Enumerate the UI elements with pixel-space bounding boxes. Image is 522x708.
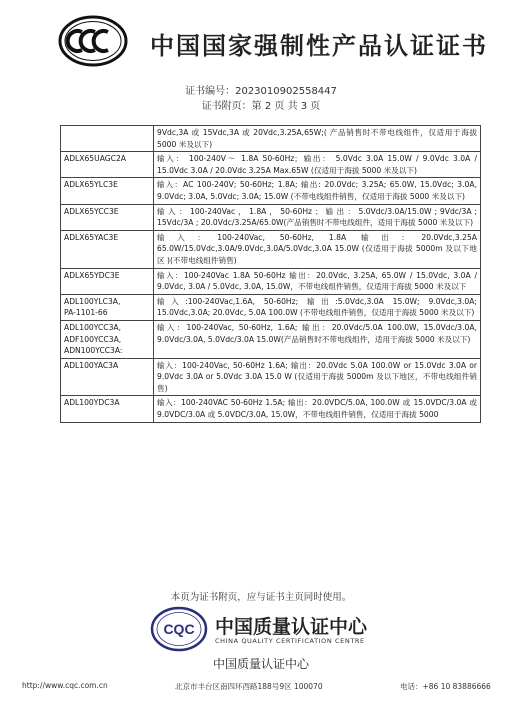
certificate-header <box>0 0 522 80</box>
address: 北京市丰台区南四环西路188号9区 100070 <box>175 682 323 691</box>
spec-cell: 输入:100-240Vac,1.6A, 50-60Hz; 输出:5.0Vdc,3.0A 15.0W; 9.0Vdc,3.0A; 15.0Vdc,3.0A; 20.0Vdc, 5.0A 100.0W (不带电线组件销售，仅适用于海拔 5000 米及以下) <box>154 294 481 320</box>
org-name-bottom: 中国质量认证中心 <box>212 657 309 671</box>
certificate-number: 2023010902558447 <box>235 86 337 97</box>
table-row <box>61 178 481 204</box>
table-row <box>61 294 481 320</box>
model-cell: ADLX65UAGC2A <box>61 152 154 178</box>
spec-cell: 输入：AC 100-240V; 50-60Hz; 1.8A; 输出: 20.0Vdc; 3.25A; 65.0W, 15.0Vdc; 3.0A, 9.0Vdc; 3.0A, 5.0Vdc; 3.0A; 15.0W (不带电线组件销售，仅适用于海拔 5000 米及以下) <box>154 178 481 204</box>
table-row <box>61 230 481 268</box>
table-row <box>61 204 481 230</box>
cqc-logo-icon <box>150 606 208 652</box>
org-name-cn: 中国质量认证中心 <box>215 616 368 638</box>
model-cell: ADL100YDC3A <box>61 396 154 422</box>
model-cell: ADLX65YAC3E <box>61 230 154 268</box>
spec-cell: 9Vdc,3A 或 15Vdc,3A 或 20Vdc,3.25A,65W;( 产品销售时不带电线组件，仅适用于海拔 5000 米及以下) <box>154 126 481 152</box>
model-cell: ADL100YAC3A <box>61 358 154 396</box>
spec-cell: 输入： 100-240V～ 1.8A 50-60Hz；输出： 5.0Vdc 3.0A 15.0W / 9.0Vdc 3.0A / 15.0Vdc 3.0A / 20.0Vdc 3.25A Max.65W (仅适用于海拔 5000 米及以下) <box>154 152 481 178</box>
model-cell <box>61 126 154 152</box>
spec-cell: 输入：100-240VAC 50-60Hz 1.5A; 输出：20.0VDC/5.0A, 100.0W 或 15.0VDC/3.0A 或 9.0VDC/3.0A 或 5.0VDC/3.0A, 15.0W，不带电线组件销售，仅适用于海拔 5000 <box>154 396 481 422</box>
model-cell: ADLX65YCC3E <box>61 204 154 230</box>
org-name-en: CHINA QUALITY CERTIFICATION CENTRE <box>215 637 365 645</box>
model-cell: ADL100YLC3A, PA-1101-66 <box>61 294 154 320</box>
attachment-footnote: 本页为证书附页，应与证书主页同时使用。 <box>170 592 352 603</box>
cqc-logo-text: CQC <box>163 621 195 637</box>
model-cell: ADLX65YLC3E <box>61 178 154 204</box>
model-cell: ADL100YCC3A, ADF100YCC3A, ADN100YCC3A: <box>61 320 154 358</box>
table-row <box>61 358 481 396</box>
website-link[interactable]: http://www.cqc.com.cn <box>22 681 108 690</box>
spec-cell: 输入：100-240Vac, 50-60Hz 1.6A; 输出：20.0Vdc 5.0A 100.0W or 15.0Vdc 3.0A or 9.0Vdc 3.0A or 5.0Vdc 3.0A 15.0 W (仅适用于海拔 5000m 及以下地区，不带电线组件销售) <box>154 358 481 396</box>
model-cell: ADLX65YDC3E <box>61 268 154 294</box>
page-info: 证书附页：第 2 页 共 3 页 <box>201 101 321 112</box>
spec-cell: 输 入 ： 100-240Vac ， 1.8A ， 50-60Hz ； 输 出 ： 5.0Vdc/3.0A/15.0W ; 9Vdc/3A ; 15Vdc/3A ; 20.0Vdc/3.25A/65.0W(产品销售时不带电线组件，适用于海拔 5000 米及以下) <box>154 204 481 230</box>
certificate-number-line <box>0 82 522 97</box>
product-spec-table <box>60 125 481 423</box>
table-row <box>61 126 481 152</box>
table-row <box>61 152 481 178</box>
spec-cell: 输入：100-240Vac, 50-60Hz, 1.6A; 输出：20.0Vdc/5.0A 100.0W, 15.0Vdc/3.0A, 9.0Vdc/3.0A, 5.0Vdc/3.0A 15.0W(产品销售时不带电线组件，适用于海拔 5000 米及以下) <box>154 320 481 358</box>
spec-cell: 输入：100-240Vac 1.8A 50-60Hz 输出：20.0Vdc, 3.25A, 65.0W / 15.0Vdc, 3.0A / 9.0Vdc, 3.0A / 5.0Vdc, 3.0A, 15.0W，不带电线组件销售，仅适用于海拔 5000 米及以下 <box>154 268 481 294</box>
table-row <box>61 268 481 294</box>
table-row <box>61 396 481 422</box>
ccc-logo-icon <box>58 15 128 67</box>
spec-cell: 输入：100-240Vac, 50-60Hz, 1.8A 输出：20.0Vdc,3.25A 65.0W/15.0Vdc,3.0A/9.0Vdc,3.0A/5.0Vdc,3.0A 15.0W (仅适用于海拔 5000m 及以下地区 )(不带电线组件销售) <box>154 230 481 268</box>
certificate-number-label: 证书编号： <box>185 86 236 97</box>
phone-number: 电话：+86 10 83886666 <box>400 682 491 691</box>
certificate-title: 中国国家强制性产品认证证书 <box>150 32 488 60</box>
table-row <box>61 320 481 358</box>
